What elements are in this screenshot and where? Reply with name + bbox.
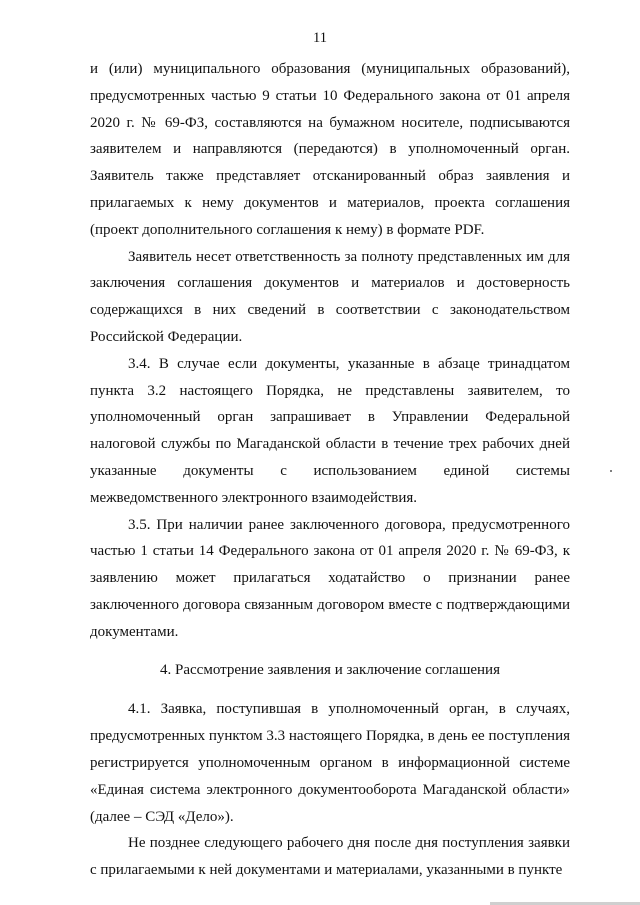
section-heading-4: 4. Рассмотрение заявления и заключение соглашения [160,661,500,678]
paragraph-3-5: 3.5. При наличии ранее заключенного договора, предусмотренного частью 1 статьи 14 Федерального закона от 01 апреля 2020 г. № 69-ФЗ, к заявлению может прилагаться ходатайство о признании ранее заключенного договора связанным договором вместе с подтверждающими документами. [90,516,570,640]
document-body [90,56,570,884]
paragraph-3-4: 3.4. В случае если документы, указанные в абзаце тринадцатом пункта 3.2 настоящего Порядка, не представлены заявителем, то уполномоченный орган запрашивает в Управлении Федеральной налоговой службы по Магаданской области в течение трех рабочих дней указанные документы с использованием единой системы межведомственного электронного взаимодействия. [90,355,570,506]
scan-speck [610,470,612,472]
paragraph-applicant-responsibility: Заявитель несет ответственность за полноту представленных им для заключения соглашения документов и материалов и достоверность содержащихся в них сведений в соответствии с законодательством Российской Федерации. [90,248,570,345]
paragraph-4-1: 4.1. Заявка, поступившая в уполномоченный орган, в случаях, предусмотренных пунктом 3.3 настоящего Порядка, в день ее поступления регистрируется уполномоченным органом в информационной системе «Единая система электронного документооборота Магаданской области» (далее – СЭД «Дело»). [90,701,570,825]
page-number: 11 [313,30,327,46]
paragraph-continuation: и (или) муниципального образования (муниципальных образований), предусмотренных частью 9 статьи 10 Федерального закона от 01 апреля 2020 г. № 69-ФЗ, составляются на бумажном носителе, подписываются заявителем и направляются (передаются) в уполномоченный орган. Заявитель также представляет отсканированный образ заявления и прилагаемых к нему документов и материалов, проекта соглашения (проект дополнительного соглашения к нему) в формате PDF. [90,61,570,238]
paragraph-next-business-day: Не позднее следующего рабочего дня после дня поступления заявки с прилагаемыми к ней документами и материалами, указанными в пункте [90,835,570,879]
